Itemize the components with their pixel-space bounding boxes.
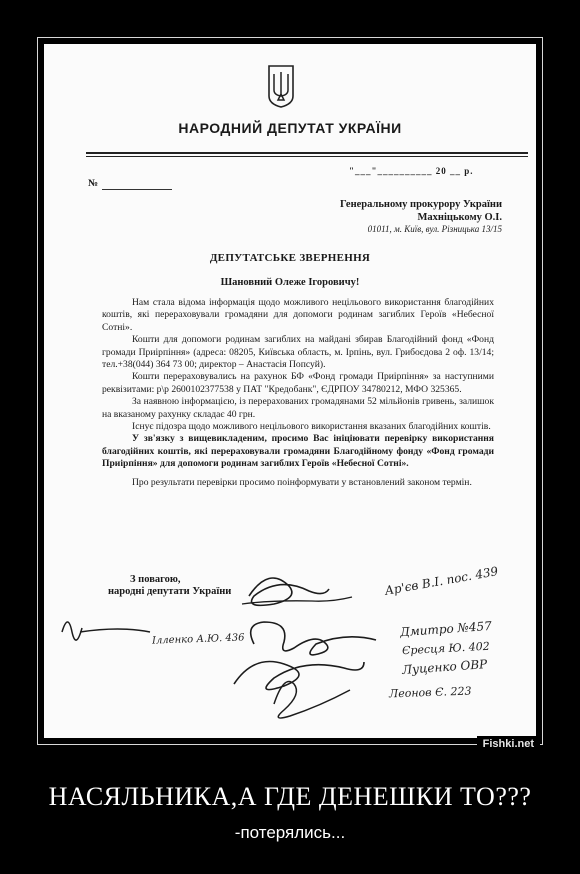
signature: Леонов Є. 223 bbox=[388, 684, 472, 701]
paragraph: Існує підозра щодо можливого нецільового використання вказаних благодійних коштів. bbox=[132, 421, 491, 433]
paragraph: Кошти для допомоги родинам загиблих на майдані збирав Благодійний фонд «Фонд громади Приірпіння» (адреса: 08205, Київська область, м. Ірпінь, вул. Грибоєдова 2 оф. 13/14; тел.+38(044) 364 73 00; директор – Анастасія Попсуй). bbox=[102, 334, 494, 371]
document-page bbox=[44, 44, 536, 738]
greeting: Шановний Олеже Ігоровичу! bbox=[220, 277, 360, 288]
request-paragraph: У зв'язку з вищевикладеним, просимо Вас ініціювати перевірку використання благодійних коштів, які перераховували громадяни Благодійному фонду «Фонд громади Приірпіння» для допомоги родинам загиблих Героїв «Небесної Сотні». bbox=[102, 433, 494, 470]
document-title: ДЕПУТАТСЬКЕ ЗВЕРНЕННЯ bbox=[209, 252, 371, 264]
signature: Єресця Ю. 402 bbox=[401, 639, 490, 658]
date-line: "___"__________ 20 __ р. bbox=[349, 166, 474, 176]
addressee-line2: Махніцькому О.І. bbox=[417, 212, 502, 223]
caption-title: НАСЯЛЬНИКА,А ГДЕ ДЕНЕШКИ ТО??? bbox=[48, 782, 532, 811]
signature: Ар'єв В.І. пос. 439 bbox=[383, 564, 500, 598]
closing-request: Про результати перевірки просимо поінформувати у встановлений законом термін. bbox=[132, 476, 472, 488]
addressee-address: 01011, м. Київ, вул. Різницька 13/15 bbox=[367, 224, 502, 234]
number-label: № bbox=[88, 178, 99, 189]
paragraph: Кошти перераховувались на рахунок БФ «Фонд громади Приірпіння» за наступними реквізитами: р\р 2600102377538 у ПАТ "Кредобанк", ЄДРПОУ 34780212, МФО 325365. bbox=[102, 371, 494, 395]
paragraph: За наявною інформацією, із перерахованих громадянами 52 мільйонів гривень, залишок на вказаному рахунку складає 40 грн. bbox=[102, 396, 494, 420]
signature: Ілленко А.Ю. 436 bbox=[151, 632, 245, 647]
sign-line1: З повагою, bbox=[130, 574, 181, 585]
paragraph: Нам стала відома інформація щодо можливого нецільового використання благодійних коштів, які перераховували громадяни для допомоги родинам загиблих Героїв «Небесної Сотні». bbox=[102, 297, 494, 333]
site-watermark: Fishki.net bbox=[477, 736, 540, 752]
caption-subtitle: -потерялись... bbox=[234, 823, 346, 842]
sign-line2: народні депутати України bbox=[108, 586, 232, 597]
addressee-line1: Генеральному прокурору України bbox=[340, 199, 502, 210]
header-title: НАРОДНИЙ ДЕПУТАТ УКРАЇНИ bbox=[178, 120, 402, 136]
signature: Луценко ОВР bbox=[401, 657, 488, 677]
signature: Дмитро №457 bbox=[399, 618, 493, 640]
